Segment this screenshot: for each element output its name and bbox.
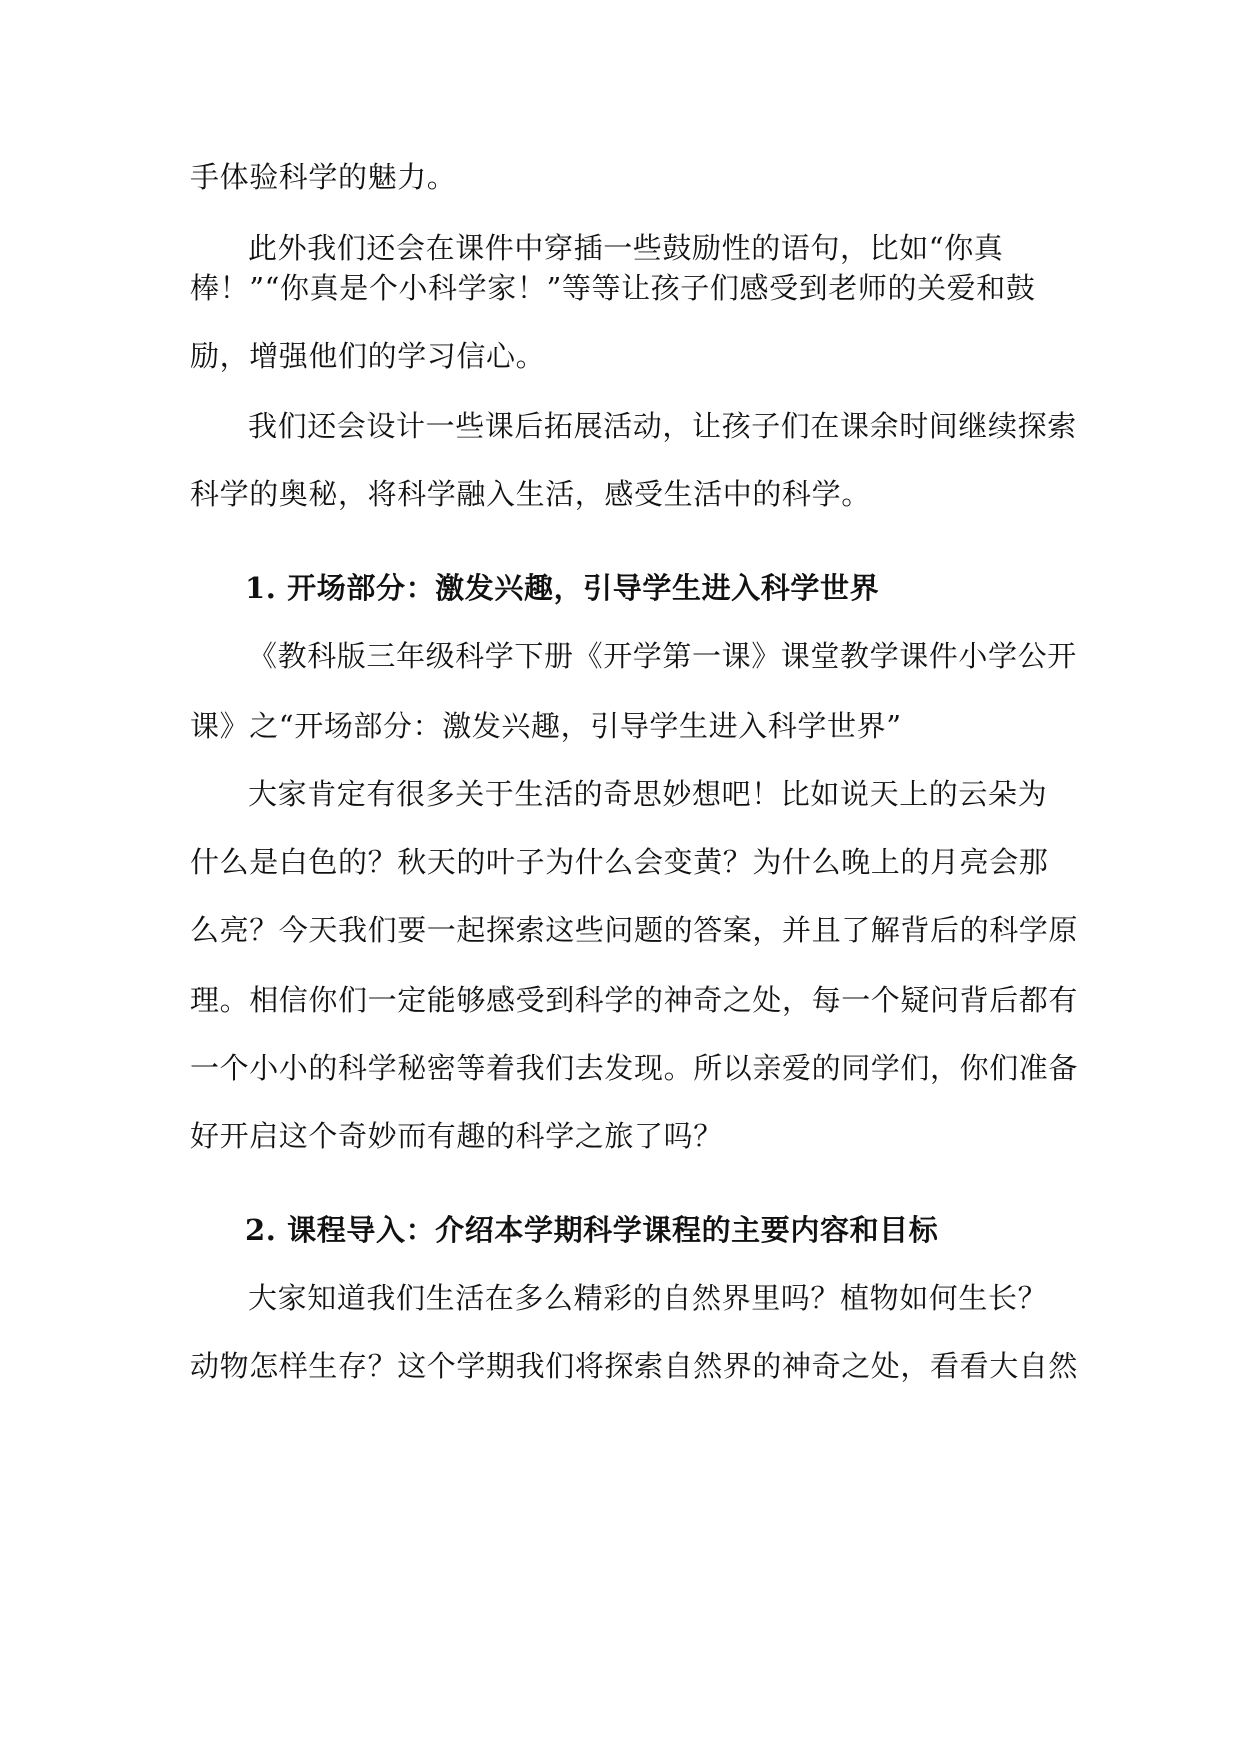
section-heading: 1. 开场部分：激发兴趣，引导学生进入科学世界 xyxy=(245,571,880,605)
paragraph-line: 此外我们还会在课件中穿插一些鼓励性的语句，比如“你真 xyxy=(248,231,1004,265)
paragraph-line: 么亮？今天我们要一起探索这些问题的答案，并且了解背后的科学原 xyxy=(190,913,1079,947)
paragraph-line: 励，增强他们的学习信心。 xyxy=(190,339,546,373)
paragraph-line: 《教科版三年级科学下册《开学第一课》课堂教学课件小学公开 xyxy=(248,639,1077,673)
paragraph-line: 棒！”“你真是个小科学家！”等等让孩子们感受到老师的关爱和鼓 xyxy=(190,271,1036,305)
paragraph-line: 动物怎样生存？这个学期我们将探索自然界的神奇之处，看看大自然 xyxy=(190,1349,1079,1383)
paragraph-line: 课》之“开场部分：激发兴趣，引导学生进入科学世界” xyxy=(190,709,902,743)
paragraph-line: 好开启这个奇妙而有趣的科学之旅了吗？ xyxy=(190,1119,723,1153)
paragraph-line: 什么是白色的？秋天的叶子为什么会变黄？为什么晚上的月亮会那 xyxy=(190,845,1049,879)
paragraph-line: 大家肯定有很多关于生活的奇思妙想吧！比如说天上的云朵为 xyxy=(248,777,1048,811)
paragraph-line: 大家知道我们生活在多么精彩的自然界里吗？植物如何生长？ xyxy=(248,1281,1048,1315)
paragraph-line: 科学的奥秘，将科学融入生活，感受生活中的科学。 xyxy=(190,477,871,511)
paragraph-line: 手体验科学的魅力。 xyxy=(190,160,457,194)
paragraph-line: 我们还会设计一些课后拓展活动，让孩子们在课余时间继续探索 xyxy=(248,409,1077,443)
paragraph-line: 一个小小的科学秘密等着我们去发现。所以亲爱的同学们，你们准备 xyxy=(190,1051,1079,1085)
section-heading: 2. 课程导入：介绍本学期科学课程的主要内容和目标 xyxy=(245,1213,939,1247)
paragraph-line: 理。相信你们一定能够感受到科学的神奇之处，每一个疑问背后都有 xyxy=(190,983,1079,1017)
